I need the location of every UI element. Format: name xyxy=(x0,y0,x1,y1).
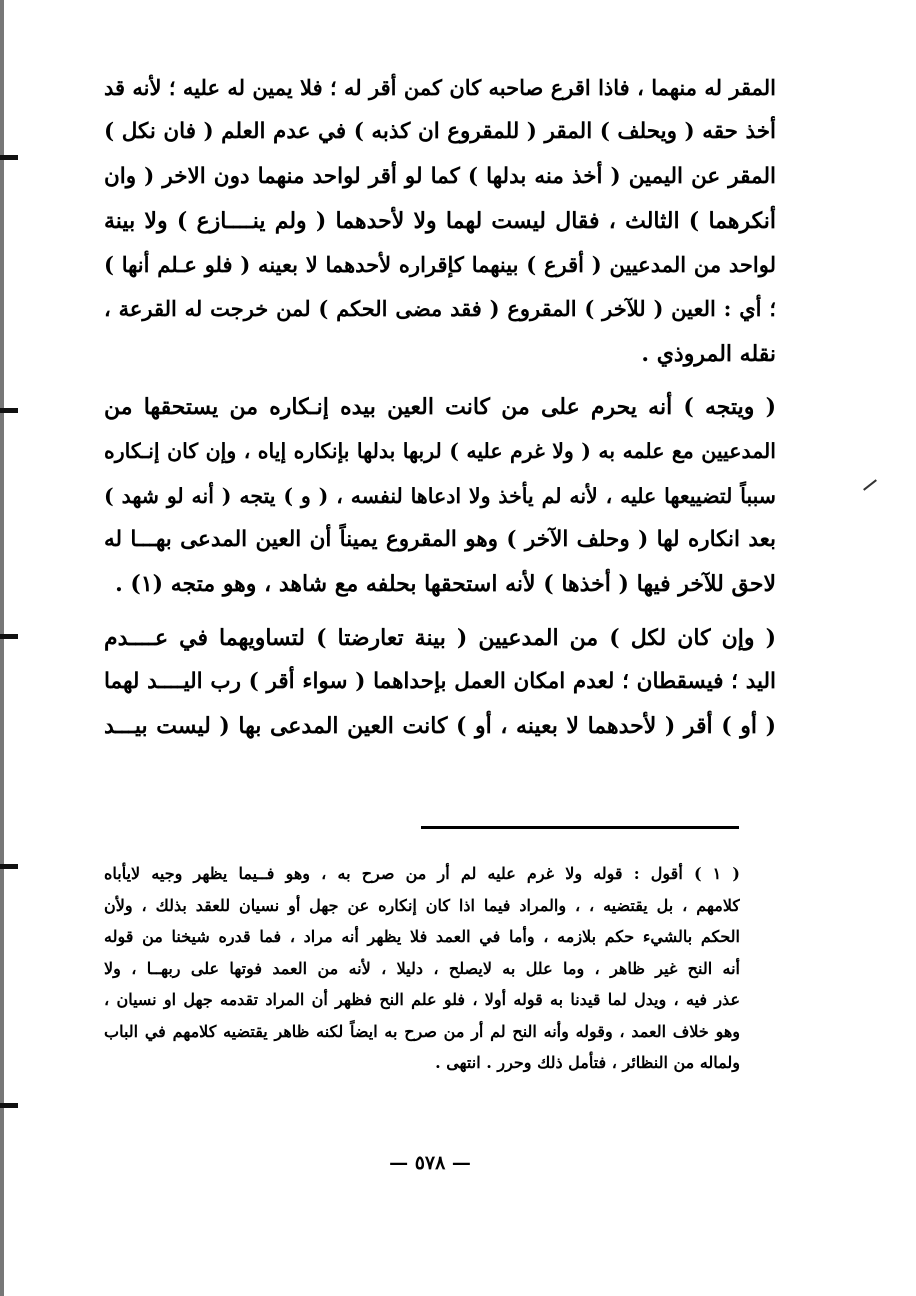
text-line: سبباً لتضييعها عليه ، لأنه لم يأخذ ولا ادعاها لنفسه ، ( و ) يتجه ( أنه لو شهد ) xyxy=(104,483,776,508)
paragraph xyxy=(104,616,776,749)
text-line: نقله المروذي . xyxy=(641,340,776,367)
binding-mark xyxy=(0,634,18,639)
footnote xyxy=(104,858,740,1079)
text-line: بعد انكاره لها ( وحلف الآخر ) وهو المقروع يميناً أن العين المدعى بهـــا له xyxy=(104,526,776,552)
main-text xyxy=(104,66,776,748)
footnote-line: ولماله من النظائر ، فتأمل ذلك وحرر . انتهى . xyxy=(435,1053,740,1072)
footnote-separator xyxy=(421,826,739,829)
footnote-line: ( ١ ) أقول : قوله ولا غرم عليه لم أر من صرح به ، وهو فــيما يظهر وجيه لايأباه xyxy=(104,864,740,883)
footnote-line: الحكم بالشيء حكم بلازمه ، وأما في العمد فلا يظهر أنه مراد ، فما قدره شيخنا من قوله xyxy=(104,927,740,946)
text-line: أنكرهما ) الثالث ، فقال ليست لهما ولا لأحدهما ( ولم ينــــازع ) ولا بينة xyxy=(104,207,776,234)
footnote-line: وهو خلاف العمد ، وقوله وأنه النح لم أر من صرح به ايضاً لكنه ظاهر يقتضيه كلامهم في الباب xyxy=(104,1021,740,1041)
text-line: ( ويتجه ) أنه يحرم على من كانت العين بيده إنـكاره من يستحقها من xyxy=(104,394,776,421)
paragraph xyxy=(104,66,776,376)
page-number: — ٥٧٨ — xyxy=(389,1152,471,1174)
footnote-line: كلامهم ، بل يقتضيه ، ، والمراد فيما اذا كان إنكاره عن جهل أو نسيان للعقد بذلك ، ولأن xyxy=(104,895,740,915)
footnote-line: أنه النح غير ظاهر ، وما علل به لايصلح ، دليلا ، لأنه من العمد فوتها على ربهــا ، ولا xyxy=(104,958,740,978)
text-line: المدعيين مع علمه به ( ولا غرم عليه ) لربها بدلها بإنكاره إياه ، وإن كان إنـكاره xyxy=(104,439,776,464)
footnote-line: عذر فيه ، ويدل لما قيدنا به قوله أولا ، فلو علم النح فظهر أن المراد تقدمه جهل او نسيان ، xyxy=(104,990,740,1009)
text-line: ( أو ) أقر ( لأحدهما لا بعينه ، أو ) كانت العين المدعى بها ( ليست بيـــد xyxy=(104,713,776,740)
text-line: المقر له منهما ، فاذا اقرع صاحبه كان كمن أقر له ؛ فلا يمين له عليه ؛ لأنه قد xyxy=(104,75,776,100)
text-line: لاحق للآخر فيها ( أخذها ) لأنه استحقها بحلفه مع شاهد ، وهو متجه (١) . xyxy=(115,571,776,598)
paragraph xyxy=(104,385,776,606)
binding-mark xyxy=(0,864,18,869)
stray-pen-mark xyxy=(863,479,877,490)
page-left-edge xyxy=(0,0,4,1296)
binding-mark xyxy=(0,1103,18,1108)
text-line: أخذ حقه ( ويحلف ) المقر ( للمقروع ان كذبه ) في عدم العلم ( فان نكل ) xyxy=(104,119,776,145)
text-line: لواحد من المدعيين ( أقرع ) بينهما كإقراره لأحدهما لا بعينه ( فلو عـلم أنها ) xyxy=(104,252,776,278)
text-line: اليد ؛ فيسقطان ؛ لعدم امكان العمل بإحداهما ( سواء أقر ) رب اليــــد لهما xyxy=(104,668,776,694)
text-line: المقر عن اليمين ( أخذ منه بدلها ) كما لو أقر لواحد منهما دون الاخر ( وان xyxy=(104,163,776,189)
binding-mark xyxy=(0,155,18,160)
text-line: ؛ أي : العين ( للآخر ) المقروع ( فقد مضى الحكم ) لمن خرجت له القرعة ، xyxy=(104,296,776,322)
binding-mark xyxy=(0,408,18,413)
text-line: ( وإن كان لكل ) من المدعيين ( بينة تعارضتا ) لتساويهما في عــــدم xyxy=(104,624,776,651)
